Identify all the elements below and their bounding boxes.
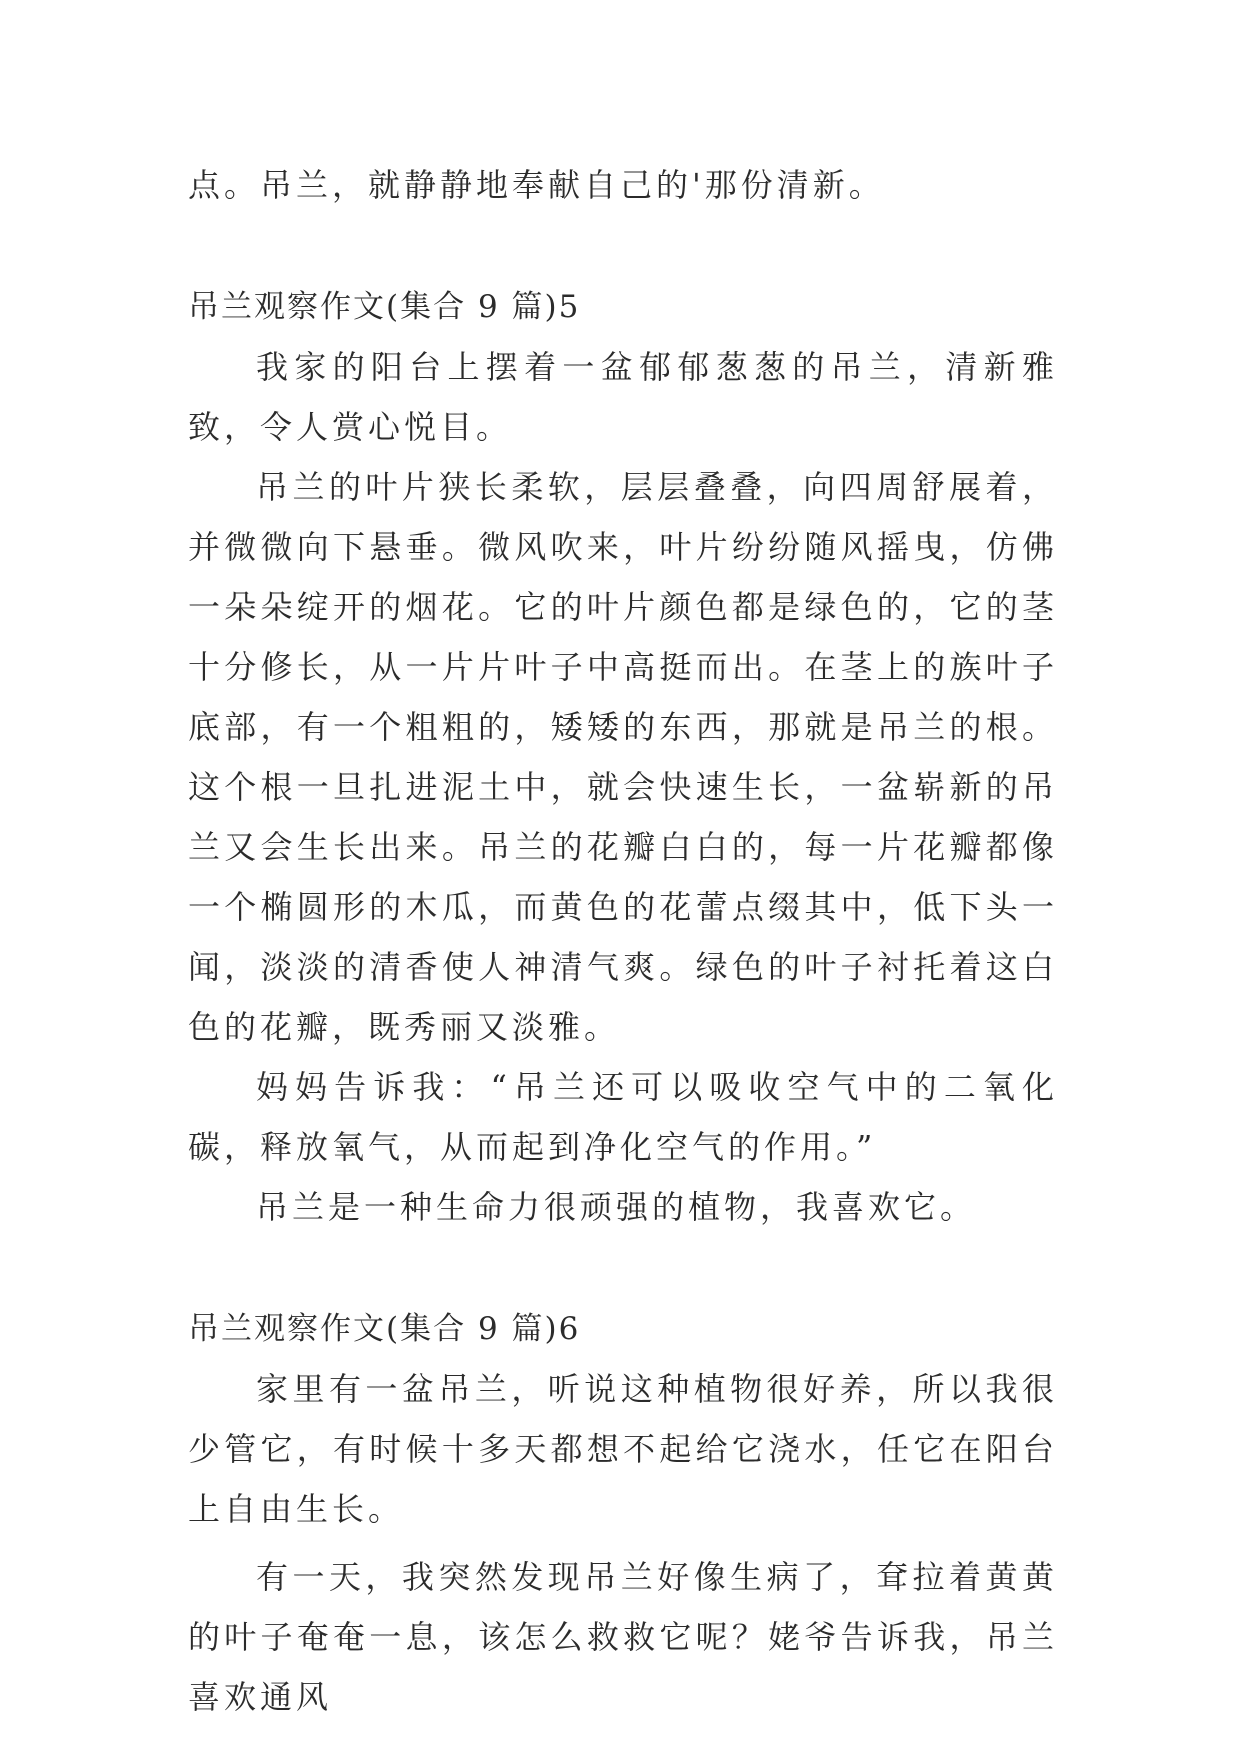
- section-5-paragraph-4: 吊兰是一种生命力很顽强的植物，我喜欢它。: [256, 1188, 977, 1226]
- continued-paragraph: 点。吊兰，就静静地奉献自己的'那份清新。: [188, 166, 885, 204]
- section-5-paragraph-3: 妈妈告诉我：“吊兰还可以吸收空气中的二氧化碳，释放氧气，从而起到净化空气的作用。”: [188, 1068, 1058, 1166]
- section-5-paragraph-2: 吊兰的叶片狭长柔软，层层叠叠，向四周舒展着，并微微向下悬垂。微风吹来，叶片纷纷随风摇曳，仿佛一朵朵绽开的烟花。它的叶片颜色都是绿色的，它的茎十分修长，从一片片叶子中高挺而出。在茎上的族叶子底部，有一个粗粗的，矮矮的东西，那就是吊兰的根。这个根一旦扎进泥土中，就会快速生长，一盆崭新的吊兰又会生长出来。吊兰的花瓣白白的，每一片花瓣都像一个椭圆形的木瓜，而黄色的花蕾点缀其中，低下头一闻，淡淡的清香使人神清气爽。绿色的叶子衬托着这白色的花瓣，既秀丽又淡雅。: [188, 468, 1058, 1046]
- section-6-heading: 吊兰观察作文(集合 9 篇)6: [188, 1311, 581, 1347]
- paragraph-spacer: [188, 1539, 1058, 1547]
- section-5-heading: 吊兰观察作文(集合 9 篇)5: [188, 289, 581, 325]
- section-6-paragraph-1: 家里有一盆吊兰，听说这种植物很好养，所以我很少管它，有时候十多天都想不起给它浇水，任它在阳台上自由生长。: [188, 1370, 1058, 1528]
- document-body: [188, 155, 1058, 1727]
- section-spacer: [188, 215, 1058, 277]
- section-spacer: [188, 1237, 1058, 1299]
- section-6-paragraph-2: 有一天，我突然发现吊兰好像生病了，耷拉着黄黄的叶子奄奄一息，该怎么救救它呢？姥爷告诉我，吊兰喜欢通风: [188, 1558, 1058, 1716]
- section-5-paragraph-1: 我家的阳台上摆着一盆郁郁葱葱的吊兰，清新雅致，令人赏心悦目。: [188, 348, 1058, 446]
